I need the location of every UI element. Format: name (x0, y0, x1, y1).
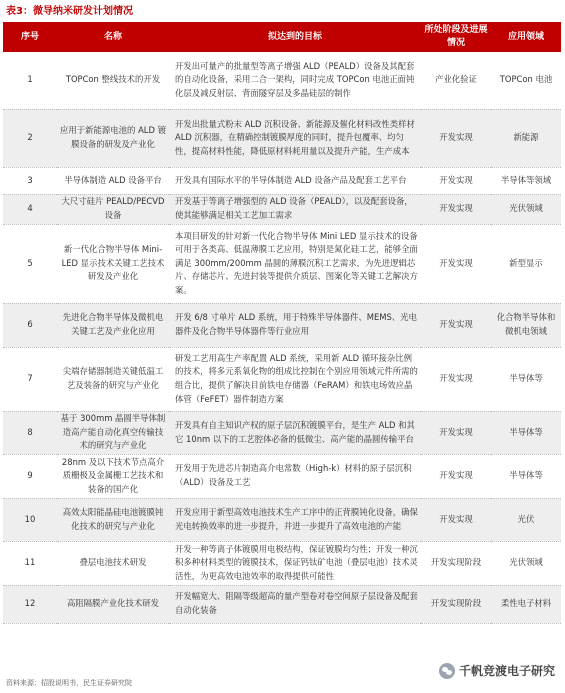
cell-goal: 开发具有国际水平的半导体制造 ALD 设备产品及配套工艺平台 (169, 167, 421, 194)
cell-stage: 开发实现阶段 (421, 541, 491, 585)
cell-name: 应用于新能源电池的 ALD 镀膜设备的研发及产业化 (57, 109, 169, 167)
cell-goal: 开发 6/8 寸单片 ALD 系统，用于特殊半导体器件、MEMS、光电器件及化合物半导体器件等行业应用 (169, 303, 421, 347)
cell-name: 新一代化合物半导体 Mini-LED 显示技术关键工艺技术研发及产业化 (57, 224, 169, 303)
table-header-row (3, 22, 561, 52)
cell-goal: 开发基于等离子增强型的 ALD 设备（PEALD），以及配套设备，使其能够满足相关工艺加工需求 (169, 194, 421, 224)
table-row (3, 347, 561, 411)
cell-field: 新能源 (491, 109, 561, 167)
cell-no: 11 (3, 541, 57, 585)
cell-no: 10 (3, 498, 57, 541)
cell-field: TOPCon 电池 (491, 52, 561, 109)
cell-field: 半导体等领域 (491, 167, 561, 194)
cell-name: 高效太阳能晶硅电池镀膜钝化技术的研究与产业化 (57, 498, 169, 541)
cell-field: 化合物半导体和微机电领域 (491, 303, 561, 347)
cell-name: 28nm 及以下技术节点高介质栅极及金属栅工艺技术和装备的国产化 (57, 454, 169, 498)
cell-stage: 开发实现 (421, 167, 491, 194)
wechat-icon (439, 663, 455, 679)
cell-name: 基于 300mm 晶圆半导体制造高产能自动化真空传输技术的研究与产业化 (57, 411, 169, 454)
cell-name: 大尺寸硅片 PEALD/PECVD 设备 (57, 194, 169, 224)
cell-field: 半导体等 (491, 347, 561, 411)
cell-name: 先进化合物半导体及微机电关键工艺及产业化应用 (57, 303, 169, 347)
cell-no: 9 (3, 454, 57, 498)
cell-stage: 开发实现 (421, 411, 491, 454)
cell-stage: 开发实现 (421, 303, 491, 347)
cell-no: 3 (3, 167, 57, 194)
cell-no: 6 (3, 303, 57, 347)
cell-no: 12 (3, 585, 57, 623)
cell-no: 4 (3, 194, 57, 224)
source-note: 资料来源：招股说明书，民生证券研究院 (6, 679, 132, 687)
cell-goal: 开发用于先进芯片制造高介电常数（High-k）材料的原子层沉积（ALD）设备及工艺 (169, 454, 421, 498)
cell-stage: 开发实现 (421, 224, 491, 303)
table-row (3, 167, 561, 194)
rd-plan-table (3, 22, 561, 624)
cell-goal: 开发应用于新型高效电池技术生产工序中的正背膜钝化设备，确保光电转换效率的进一步提升，并进一步提升了高效电池的产能 (169, 498, 421, 541)
table-row (3, 411, 561, 454)
cell-goal: 开发出可量产的批量型等离子增强 ALD（PEALD）设备及其配套的自动化设备，采用二合一架构，同时完成 TOPCon 电池正面钝化层及减反射层、背面隧穿层及多晶硅层的制作 (169, 52, 421, 109)
cell-goal: 本项目研发的针对新一代化合物半导体 Mini LED 显示技术的设备可用于各类高、低温薄膜工艺应用，特别是氮化硅工艺，能够全面满足 300mm/200mm 晶圆的薄膜沉积工艺需求，为先进逻辑芯片、存储芯片、先进封装等提供介质层、图案化等关键工艺解决方案。 (169, 224, 421, 303)
cell-no: 8 (3, 411, 57, 454)
cell-no: 7 (3, 347, 57, 411)
cell-no: 1 (3, 52, 57, 109)
watermark-text: 千帆竞渡电子研究 (458, 664, 555, 678)
cell-stage: 开发实现 (421, 109, 491, 167)
table-row (3, 194, 561, 224)
header-name: 名称 (57, 22, 169, 52)
cell-field: 柔性电子材料 (491, 585, 561, 623)
cell-field: 半导体等 (491, 454, 561, 498)
cell-field: 光伏领域 (491, 194, 561, 224)
cell-name: 半导体制造 ALD 设备平台 (57, 167, 169, 194)
table-row (3, 224, 561, 303)
cell-stage: 产业化验证 (421, 52, 491, 109)
cell-field: 半导体等 (491, 411, 561, 454)
table-title: 表3：微导纳米研发计划情况 (6, 6, 133, 17)
cell-stage: 开发实现 (421, 454, 491, 498)
cell-stage: 开发实现 (421, 347, 491, 411)
header-no: 序号 (3, 22, 57, 52)
cell-field: 光伏 (491, 498, 561, 541)
header-stage: 所处阶段及进展情况 (421, 22, 491, 52)
table-row (3, 585, 561, 623)
cell-goal: 开发一种等离子体镀膜用电极结构，保证镀膜均匀性；开发一种沉积多种材料类型的镀膜技术，保证钙钛矿电池（叠层电池）技术灵活性，为更高效电池效率的取得提供可能性 (169, 541, 421, 585)
cell-goal: 开发幅宽大、阻隔等级超高的量产型卷对卷空间原子层设备及配套自动化装备 (169, 585, 421, 623)
table-body (3, 52, 561, 623)
cell-name: TOPCon 整线技术的开发 (57, 52, 169, 109)
table-row (3, 498, 561, 541)
cell-stage: 开发实现 (421, 498, 491, 541)
header-field: 应用领域 (491, 22, 561, 52)
cell-name: 高阻隔膜产业化技术研发 (57, 585, 169, 623)
table-row (3, 52, 561, 109)
watermark (439, 662, 555, 679)
table-row (3, 454, 561, 498)
cell-stage: 开发实现阶段 (421, 585, 491, 623)
cell-name: 尖端存储器制造关键低温工艺及装备的研究与产业化 (57, 347, 169, 411)
cell-goal: 开发出批量式粉末 ALD 沉积设备、新能源及催化材料改性类样材 ALD 沉积器，在精确控制镀膜厚度的同时，提升包覆率、均匀性，提高材料性能，降低原材料耗用量以及提升产能，生产成本 (169, 109, 421, 167)
cell-field: 光伏领域 (491, 541, 561, 585)
table-row (3, 303, 561, 347)
header-goal: 拟达到的目标 (169, 22, 421, 52)
cell-stage: 开发实现 (421, 194, 491, 224)
cell-goal: 开发具有自主知识产权的原子层沉积镀膜平台，是生产 ALD 和其它 10nm 以下的工艺腔体必备的低微尘、高产能的晶圆传输平台 (169, 411, 421, 454)
cell-field: 新型显示 (491, 224, 561, 303)
table-row (3, 541, 561, 585)
cell-no: 5 (3, 224, 57, 303)
cell-name: 叠层电池技术研发 (57, 541, 169, 585)
cell-goal: 研发工艺用高生产率配置 ALD 系统，采用新 ALD 循环接杂比例的技术，将多元系氧化物的组成比控制在个别应用领域元件所需的组合比，提供了解决目前铁电存储器（FeRAM）和铁电场效应晶体管（FeFET）器件制造方案 (169, 347, 421, 411)
table-row (3, 109, 561, 167)
cell-no: 2 (3, 109, 57, 167)
